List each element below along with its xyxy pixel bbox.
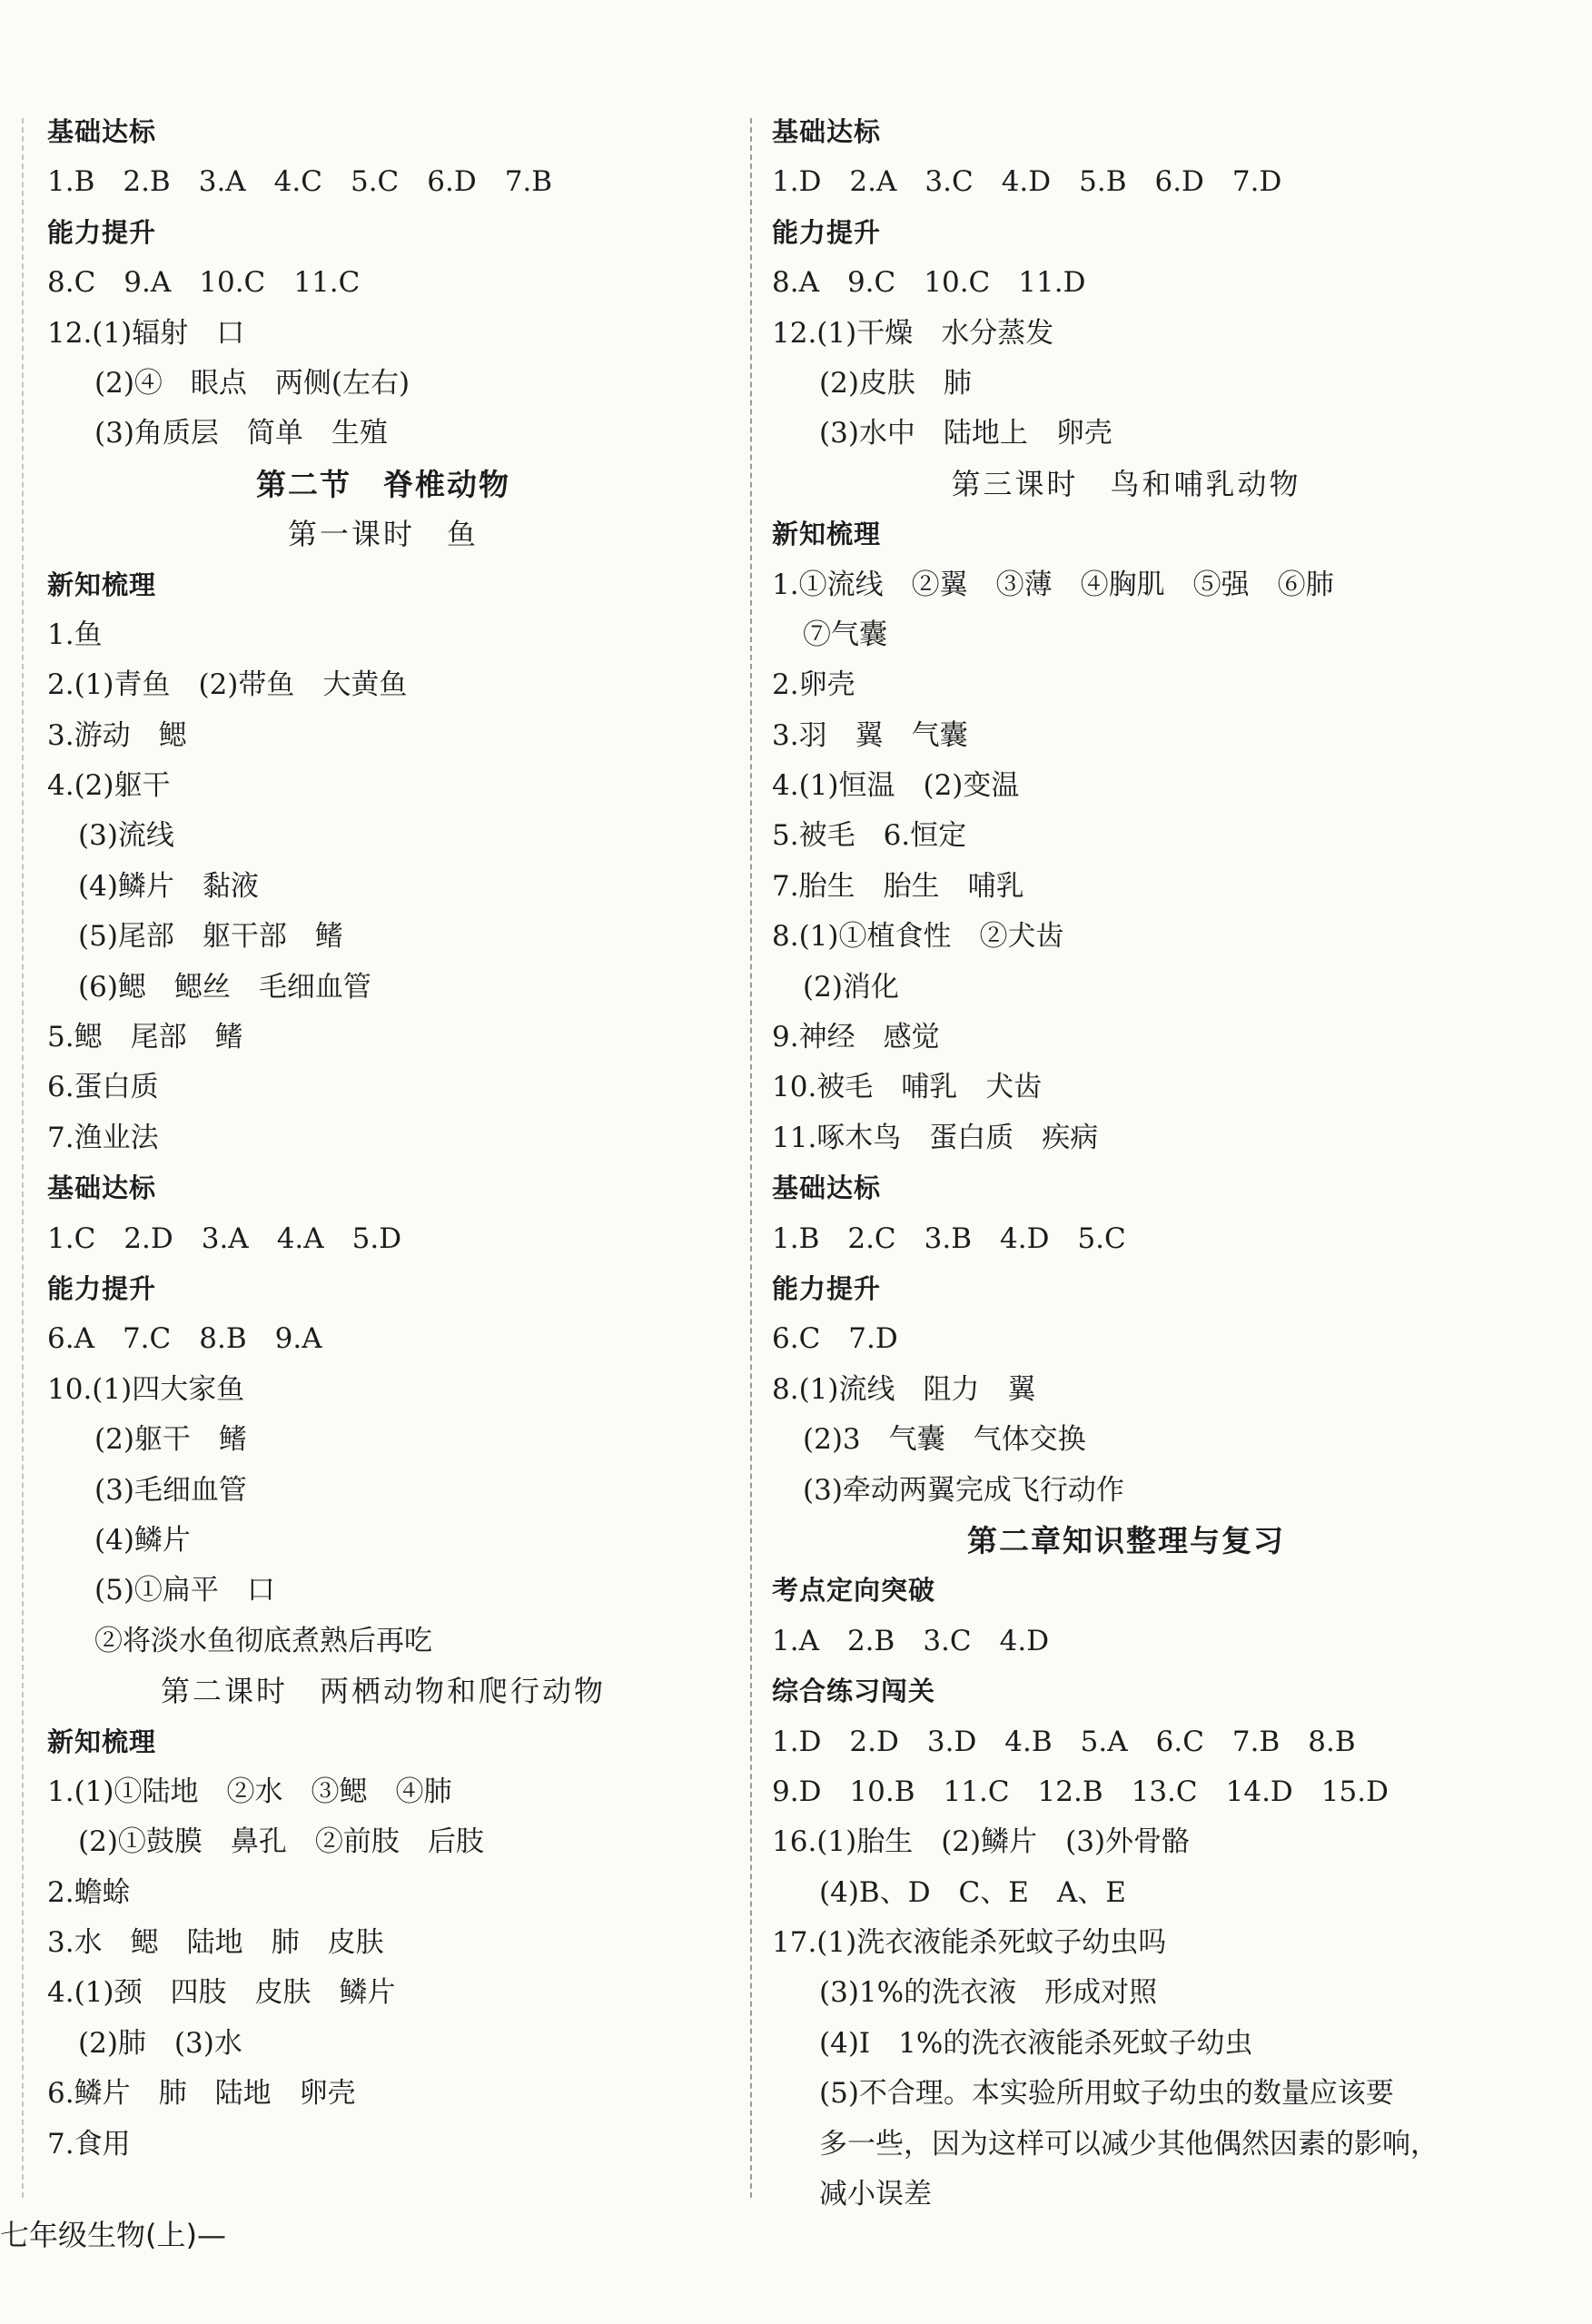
answer-line: 5.鳃 尾部 鳍 [47, 1021, 243, 1054]
answer-line: (5)①扁平 口 [94, 1574, 275, 1607]
answer-line: (2)肺 (3)水 [78, 2026, 242, 2060]
answer-line: 1.B 2.B 3.A 4.C 5.C 6.D 7.B [47, 165, 553, 199]
answer-line: 11.啄木鸟 蛋白质 疾病 [772, 1121, 1099, 1154]
answer-line: (2)3 气囊 气体交换 [803, 1423, 1086, 1457]
answer-line: 6.A 7.C 8.B 9.A [47, 1322, 322, 1356]
section-heading: 新知梳理 [772, 519, 882, 550]
answer-line: 2.卵壳 [772, 668, 855, 702]
answer-line: 2.(1)青鱼 (2)带鱼 大黄鱼 [47, 668, 408, 702]
answer-line: (3)牵动两翼完成飞行动作 [803, 1473, 1124, 1507]
answer-line: 3.游动 鳃 [47, 718, 187, 752]
section-heading: 基础达标 [47, 116, 157, 147]
answer-line: (6)鳃 鳃丝 毛细血管 [78, 970, 371, 1004]
section-heading: 能力提升 [47, 216, 157, 248]
answer-line: (3)角质层 简单 生殖 [94, 417, 388, 450]
answer-line: 8.(1)①植食性 ②犬齿 [772, 920, 1064, 954]
right-column [772, 107, 1480, 2220]
answer-line: 1.①流线 ②翼 ③薄 ④胸肌 ⑤强 ⑥肺 [772, 568, 1334, 601]
column-divider [750, 118, 752, 2198]
chapter-section-title: 第二节 脊椎动物 [256, 466, 510, 502]
lesson-title: 第三课时 鸟和哺乳动物 [951, 466, 1301, 501]
answer-line: 1.鱼 [47, 618, 103, 651]
answer-line: (4)鳞片 [94, 1523, 191, 1557]
answer-line: 9.D 10.B 11.C 12.B 13.C 14.D 15.D [772, 1775, 1389, 1808]
section-heading: 能力提升 [772, 1272, 882, 1304]
answer-line: (2)消化 [803, 970, 899, 1004]
section-heading: 新知梳理 [47, 1726, 157, 1757]
answer-line: (3)水中 陆地上 卵壳 [819, 417, 1112, 450]
answer-line: 1.C 2.D 3.A 4.A 5.D [47, 1221, 402, 1255]
answer-line: 3.水 鳃 陆地 肺 皮肤 [47, 1926, 384, 1960]
answer-line: 1.B 2.C 3.B 4.D 5.C [772, 1221, 1126, 1255]
answer-line: 6.C 7.D [772, 1322, 898, 1356]
answer-line: (4)B、D C、E A、E [819, 1875, 1126, 1909]
answer-line: 7.胎生 胎生 哺乳 [772, 869, 1024, 903]
answer-line: (5)尾部 躯干部 鳍 [78, 920, 343, 954]
section-heading: 能力提升 [772, 216, 882, 248]
answer-line: 5.被毛 6.恒定 [772, 819, 967, 853]
page-footer: 七年级生物(上)— [0, 2218, 226, 2252]
answer-line: (2)皮肤 肺 [819, 366, 972, 400]
answer-line: 7.渔业法 [47, 1121, 159, 1154]
answer-line: (2)①鼓膜 鼻孔 ②前肢 后肢 [78, 1825, 484, 1859]
answer-line: (3)流线 [78, 819, 174, 853]
answer-line: (4)鳞片 黏液 [78, 869, 259, 903]
answer-line: 4.(2)躯干 [47, 769, 171, 803]
answer-line: (3)毛细血管 [94, 1473, 247, 1507]
answer-line: (2)躯干 鳍 [94, 1423, 247, 1457]
answer-line: 1.D 2.A 3.C 4.D 5.B 6.D 7.D [772, 165, 1282, 199]
answer-line: 17.(1)洗衣液能杀死蚊子幼虫吗 [772, 1926, 1167, 1960]
answer-line: 1.A 2.B 3.C 4.D [772, 1624, 1050, 1657]
answer-line: 8.C 9.A 10.C 11.C [47, 266, 361, 300]
answer-line: 减小误差 [819, 2178, 932, 2211]
section-heading: 能力提升 [47, 1272, 157, 1304]
answer-line: 12.(1)辐射 口 [47, 316, 245, 350]
answer-line: 10.被毛 哺乳 犬齿 [772, 1071, 1043, 1104]
section-heading: 新知梳理 [47, 569, 157, 600]
answer-line: 2.蟾蜍 [47, 1875, 131, 1909]
answer-line: 6.蛋白质 [47, 1071, 159, 1104]
answer-line: 9.神经 感觉 [772, 1021, 940, 1054]
answer-line: (3)1%的洗衣液 形成对照 [819, 1976, 1158, 2010]
answer-line: (4)Ⅰ 1%的洗衣液能杀死蚊子幼虫 [819, 2026, 1253, 2060]
answer-line: (2)④ 眼点 两侧(左右) [94, 366, 410, 400]
answer-line: 10.(1)四大家鱼 [47, 1372, 245, 1406]
answer-line: 8.(1)流线 阻力 翼 [772, 1372, 1036, 1406]
left-column [47, 107, 719, 2170]
answer-line: 16.(1)胎生 (2)鳞片 (3)外骨骼 [772, 1825, 1191, 1859]
page-edge-line [22, 118, 24, 2198]
answer-line: ②将淡水鱼彻底煮熟后再吃 [94, 1624, 432, 1657]
answer-line: 1.(1)①陆地 ②水 ③鳃 ④肺 [47, 1775, 452, 1808]
answer-line: 多一些，因为这样可以减少其他偶然因素的影响， [819, 2127, 1439, 2161]
answer-line: ⑦气囊 [803, 618, 887, 651]
section-heading: 基础达标 [47, 1172, 157, 1204]
answer-line: (5)不合理。本实验所用蚊子幼虫的数量应该要 [819, 2077, 1394, 2111]
answer-line: 8.A 9.C 10.C 11.D [772, 266, 1086, 300]
section-heading: 基础达标 [772, 116, 882, 147]
answer-line: 4.(1)恒温 (2)变温 [772, 769, 1020, 803]
answer-line: 3.羽 翼 气囊 [772, 718, 968, 752]
answer-line: 7.食用 [47, 2127, 131, 2161]
section-heading: 考点定向突破 [772, 1575, 936, 1607]
answer-line: 6.鳞片 肺 陆地 卵壳 [47, 2077, 356, 2111]
chapter-review-title: 第二章知识整理与复习 [967, 1522, 1285, 1558]
section-heading: 基础达标 [772, 1172, 882, 1204]
section-heading: 综合练习闯关 [772, 1676, 936, 1707]
answer-line: 12.(1)干燥 水分蒸发 [772, 316, 1054, 350]
answer-line: 1.D 2.D 3.D 4.B 5.A 6.C 7.B 8.B [772, 1725, 1356, 1758]
lesson-title: 第二课时 两栖动物和爬行动物 [160, 1674, 606, 1709]
answer-line: 4.(1)颈 四肢 皮肤 鳞片 [47, 1976, 396, 2010]
lesson-title: 第一课时 鱼 [287, 517, 479, 552]
